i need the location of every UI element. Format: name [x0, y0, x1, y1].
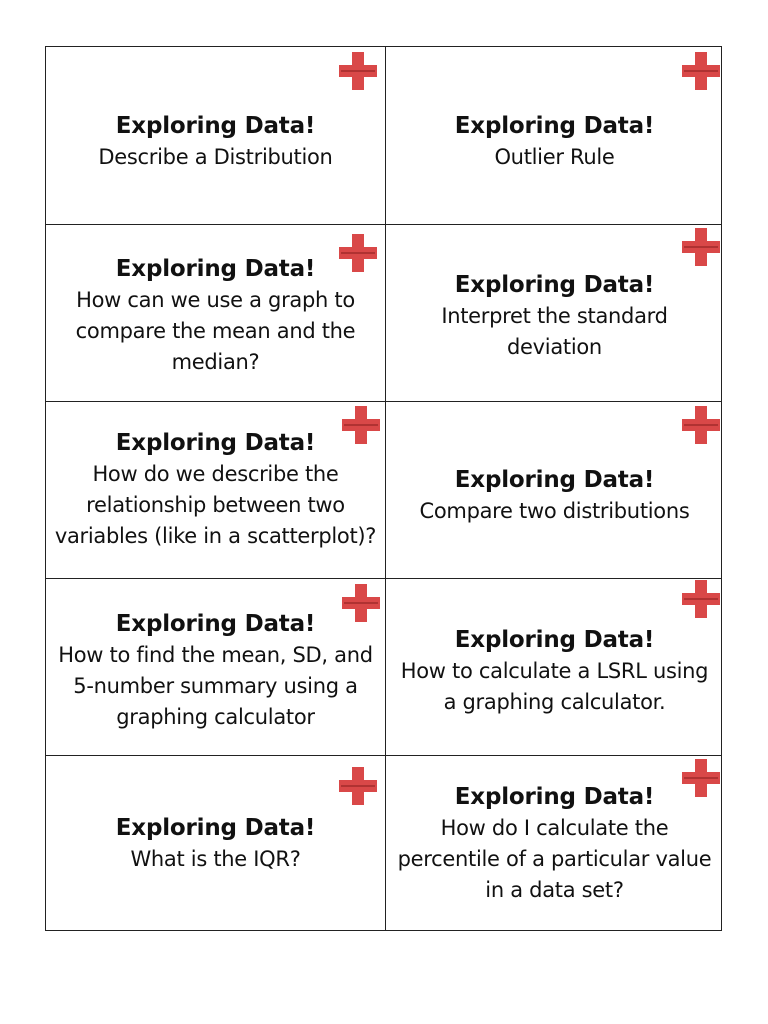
- plus-icon: [682, 52, 720, 90]
- card-title: Exploring Data!: [454, 783, 655, 810]
- card-title: Exploring Data!: [115, 610, 316, 637]
- card-title: Exploring Data!: [454, 627, 655, 653]
- card-body: Outlier Rule: [494, 144, 615, 169]
- card-body: Describe a Distribution: [98, 144, 333, 169]
- card-title: Exploring Data!: [115, 112, 316, 139]
- card-body: What is the IQR?: [130, 846, 301, 871]
- flashcard: [386, 755, 723, 932]
- plus-icon: [682, 759, 720, 797]
- card-body: How can we use a graph to compare the mean and the median?: [75, 287, 356, 374]
- plus-icon: [682, 406, 720, 444]
- card-body: Compare two distributions: [419, 498, 690, 523]
- plus-icon: [339, 767, 377, 805]
- flashcard: [46, 578, 385, 755]
- flashcard: [46, 47, 385, 224]
- plus-icon: [342, 406, 380, 444]
- flashcard: [46, 224, 385, 401]
- card-title: Exploring Data!: [454, 466, 655, 493]
- flashcard: [46, 401, 385, 578]
- card-title: Exploring Data!: [115, 814, 316, 841]
- card-body: How to find the mean, SD, and 5-number summary using a graphing calculator: [58, 642, 373, 729]
- plus-icon: [339, 52, 377, 90]
- plus-icon: [682, 228, 720, 266]
- card-title: Exploring Data!: [454, 272, 655, 298]
- card-body: How do we describe the relationship between two variables (like in a scatterplot)?: [54, 461, 377, 548]
- card-body: How do I calculate the percentile of a particular value in a data set?: [397, 815, 712, 902]
- card-title: Exploring Data!: [454, 112, 655, 139]
- card-title: Exploring Data!: [115, 429, 316, 456]
- card-title: Exploring Data!: [115, 255, 316, 282]
- flashcard: [386, 401, 723, 578]
- card-grid: [45, 46, 722, 931]
- card-body: How to calculate a LSRL using a graphing calculator.: [400, 659, 709, 714]
- flashcard: [46, 755, 385, 932]
- plus-icon: [682, 580, 720, 618]
- flashcard: [386, 578, 723, 755]
- flashcard: [386, 47, 723, 224]
- plus-icon: [342, 584, 380, 622]
- card-body: Interpret the standard deviation: [441, 304, 668, 359]
- flashcard: [386, 224, 723, 401]
- plus-icon: [339, 234, 377, 272]
